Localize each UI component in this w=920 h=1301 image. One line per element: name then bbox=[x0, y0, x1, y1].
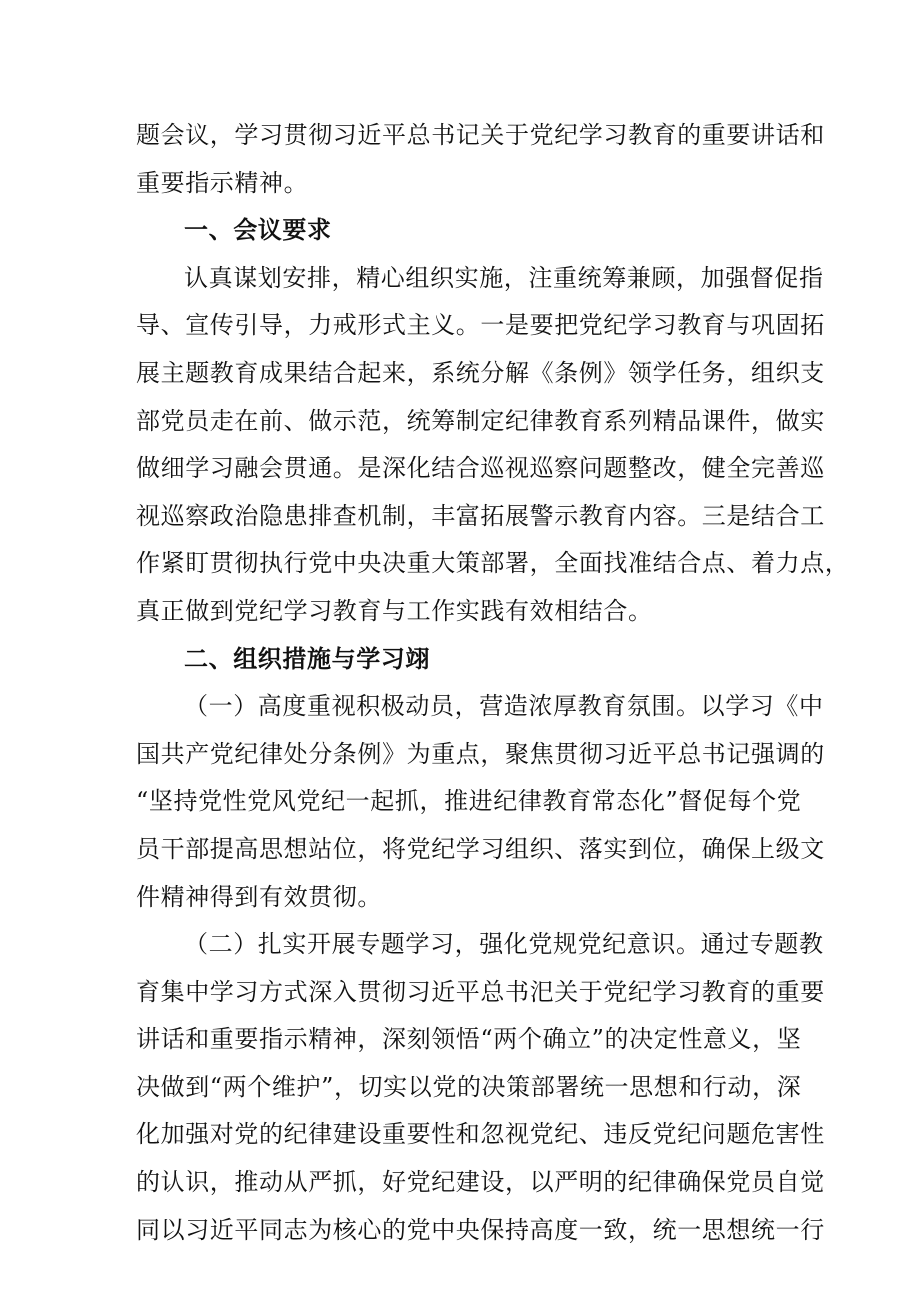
paragraph-line: 做细学习融会贯通。是深化结合巡视巡察问题整改，健全完善巡 bbox=[136, 454, 825, 483]
paragraph-line: （一）高度重视积极动员，营造浓厚教育氛围。以学习《中 bbox=[184, 692, 824, 721]
paragraph-line: 育集中学习方式深入贯彻习近平总书汜关于党纪学习教育的重要 bbox=[136, 977, 825, 1006]
paragraph-line: 件精神得到有效贯彻。 bbox=[136, 882, 382, 911]
paragraph-line: 认真谋划安排，精心组织实施，注重统筹兼顾，加强督促指 bbox=[184, 263, 824, 292]
paragraph-line: 真正做到党纪学习教育与工作实践有效相结合。 bbox=[136, 596, 653, 625]
paragraph-line: 作紧盯贯彻执行党中央决重大策部署，全面找准结合点、着力点， bbox=[136, 549, 850, 578]
paragraph-line: 员干部提高思想站位，将党纪学习组织、落实到位，确保上级文 bbox=[136, 834, 825, 863]
paragraph-line: （二）扎实开展专题学习，强化党规党纪意识。通过专题教 bbox=[184, 930, 824, 959]
paragraph-line: 化加强对党的纪律建设重要性和忽视党纪、违反党纪问题危害性 bbox=[136, 1120, 825, 1149]
paragraph-line: 重要指示精神。 bbox=[136, 168, 309, 197]
paragraph-line: 视巡察政治隐患排查机制，丰富拓展警示教育内容。三是结合工 bbox=[136, 501, 825, 530]
section-heading: 二、组织措施与学习翊 bbox=[184, 644, 430, 673]
paragraph-line: 导、宣传引导，力戒形式主义。一是要把党纪学习教育与巩固拓 bbox=[136, 311, 825, 340]
paragraph-line: 同以习近平同志为核心的党中央保持高度一致，统一思想统一行 bbox=[136, 1215, 825, 1244]
paragraph-line: 的认识，推动从严抓，好党纪建设，以严明的纪律确保党员自觉 bbox=[136, 1168, 825, 1197]
paragraph-line: 部党员走在前、做示范，统筹制定纪律教育系列精品课件，做实 bbox=[136, 406, 825, 435]
paragraph-line: 讲话和重要指示精神，深刻领悟“两个确立”的决定性意义，坚 bbox=[136, 1025, 802, 1054]
paragraph-line: “坚持党性党风党纪一起抓，推进纪律教育常态化”督促每个党 bbox=[136, 787, 802, 816]
paragraph-line: 国共产党纪律处分条例》为重点，聚焦贯彻习近平总书记强调的 bbox=[136, 739, 825, 768]
paragraph-line: 决做到“两个维护”，切实以党的决策部署统一思想和行动，深 bbox=[136, 1072, 802, 1101]
section-heading: 一、会议要求 bbox=[184, 216, 332, 245]
paragraph-line: 展主题教育成果结合起来，系统分解《条例》领学任务，组织支 bbox=[136, 358, 825, 387]
document-body bbox=[136, 112, 850, 1254]
paragraph-line: 题会议，学习贯彻习近平总书记关于党纪学习教育的重要讲话和 bbox=[136, 121, 825, 149]
